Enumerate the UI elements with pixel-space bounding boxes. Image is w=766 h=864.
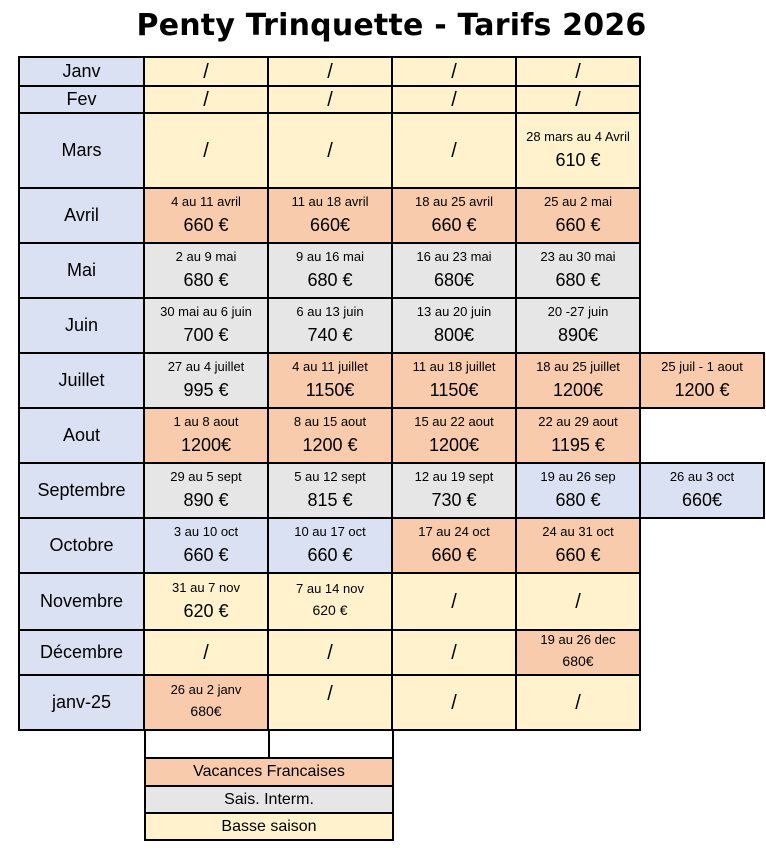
price-cell	[268, 408, 392, 463]
table-row	[19, 86, 764, 113]
price-cell	[516, 243, 640, 298]
price-cell	[392, 518, 516, 573]
price-cell	[392, 298, 516, 353]
price-cell: /	[516, 86, 640, 113]
legend-spacer-cell	[269, 730, 393, 758]
legend-label: Sais. Interm.	[145, 786, 393, 813]
price-cell: /	[144, 86, 268, 113]
legend-item-basse	[145, 813, 393, 840]
week-dates: 23 au 30 mai	[540, 249, 616, 264]
week-dates: 29 au 5 sept	[170, 469, 242, 484]
page-title: Penty Trinquette - Tarifs 2026	[136, 8, 647, 43]
week-price: 680 €	[555, 270, 601, 290]
month-label: Juillet	[19, 353, 144, 408]
week-price: 680€	[562, 653, 594, 669]
week-dates: 3 au 10 oct	[173, 524, 239, 539]
price-cell	[392, 188, 516, 243]
week-dates: 18 au 25 avril	[414, 194, 494, 209]
week-price: 1150€	[305, 380, 355, 400]
week-dates: 15 au 22 aout	[414, 414, 494, 429]
month-label: Avril	[19, 188, 144, 243]
price-cell	[144, 298, 268, 353]
legend-spacer-row	[145, 730, 393, 758]
week-price: 680 €	[183, 270, 229, 290]
week-price: 730 €	[431, 490, 477, 510]
week-dates: 17 au 24 oct	[418, 524, 490, 539]
week-dates: 30 mai au 6 juin	[160, 304, 252, 319]
table-row	[19, 463, 764, 518]
month-label: Septembre	[19, 463, 144, 518]
price-cell: /	[268, 113, 392, 188]
week-dates: 6 au 13 juin	[296, 304, 364, 319]
price-cell	[392, 353, 516, 408]
week-dates: 19 au 26 sep	[540, 469, 616, 484]
price-cell	[516, 463, 640, 518]
price-cell: /	[144, 57, 268, 86]
week-price: 660 €	[307, 545, 353, 565]
price-cell	[516, 113, 640, 188]
price-cell: /	[392, 630, 516, 675]
price-cell	[392, 243, 516, 298]
week-price: 660 €	[183, 545, 229, 565]
week-price: 680 €	[555, 490, 601, 510]
price-cell	[516, 353, 640, 408]
week-dates: 16 au 23 mai	[416, 249, 492, 264]
week-dates: 10 au 17 oct	[294, 524, 366, 539]
legend-label: Basse saison	[145, 813, 393, 840]
table-row	[19, 243, 764, 298]
week-price: 800€	[433, 325, 475, 345]
week-price: 680€	[190, 703, 222, 719]
week-price: 660 €	[555, 545, 601, 565]
week-dates: 4 au 11 juillet	[292, 359, 368, 374]
empty-cell	[640, 86, 764, 113]
week-price: 890€	[557, 325, 599, 345]
table-row	[19, 353, 764, 408]
empty-cell	[640, 57, 764, 86]
week-price: 1200€	[552, 380, 604, 400]
price-cell: /	[268, 86, 392, 113]
empty-cell	[640, 630, 764, 675]
price-cell	[640, 463, 764, 518]
week-price: 1200 €	[674, 380, 730, 400]
price-cell	[144, 675, 268, 730]
price-cell	[268, 243, 392, 298]
empty-cell	[640, 573, 764, 630]
week-price: 660 €	[431, 545, 477, 565]
legend-spacer-cell	[145, 730, 269, 758]
week-dates: 11 au 18 avril	[291, 194, 369, 209]
price-cell: /	[392, 113, 516, 188]
price-cell	[268, 518, 392, 573]
week-price: 995 €	[183, 380, 229, 400]
week-dates: 26 au 3 oct	[669, 469, 735, 484]
week-dates: 25 juil - 1 aout	[661, 359, 743, 374]
week-price: 890 €	[183, 490, 229, 510]
table-row	[19, 518, 764, 573]
month-label: janv-25	[19, 675, 144, 730]
week-dates: 2 au 9 mai	[175, 249, 237, 264]
table-row	[19, 298, 764, 353]
week-dates: 9 au 16 mai	[296, 249, 364, 264]
week-dates: 13 au 20 juin	[416, 304, 492, 319]
month-label: Décembre	[19, 630, 144, 675]
table-row	[19, 113, 764, 188]
empty-cell	[640, 408, 764, 463]
price-cell	[392, 463, 516, 518]
price-cell: /	[268, 57, 392, 86]
week-price: 660 €	[555, 215, 601, 235]
price-cell	[268, 573, 392, 630]
price-cell	[268, 353, 392, 408]
price-cell: /	[392, 675, 516, 730]
month-label: Juin	[19, 298, 144, 353]
week-price: 660 €	[183, 215, 229, 235]
price-cell	[268, 188, 392, 243]
month-label: Novembre	[19, 573, 144, 630]
week-dates: 18 au 25 juillet	[536, 359, 620, 374]
month-label: Mars	[19, 113, 144, 188]
price-cell: /	[516, 57, 640, 86]
week-dates: 1 au 8 aout	[173, 414, 239, 429]
empty-cell	[640, 675, 764, 730]
week-price: 660 €	[431, 215, 477, 235]
price-cell	[516, 518, 640, 573]
legend	[144, 730, 394, 841]
week-dates: 20 -27 juin	[547, 304, 609, 319]
price-cell: /	[516, 573, 640, 630]
week-dates: 12 au 19 sept	[414, 469, 494, 484]
month-label: Aout	[19, 408, 144, 463]
empty-cell	[640, 113, 764, 188]
week-price: 620 €	[183, 601, 229, 621]
empty-cell	[640, 298, 764, 353]
empty-cell	[640, 243, 764, 298]
price-cell: /	[392, 86, 516, 113]
price-cell: /	[268, 675, 392, 730]
week-price: 700 €	[183, 325, 229, 345]
week-price: 1150€	[429, 380, 479, 400]
price-cell	[144, 463, 268, 518]
week-dates: 5 au 12 sept	[294, 469, 366, 484]
price-cell	[640, 353, 764, 408]
price-cell: /	[516, 675, 640, 730]
table-row	[19, 57, 764, 86]
week-dates: 27 au 4 juillet	[167, 359, 245, 374]
price-cell: /	[392, 573, 516, 630]
week-price: 1200€	[428, 435, 480, 455]
week-dates: 26 au 2 janv	[170, 682, 242, 697]
week-dates: 7 au 14 nov	[296, 581, 364, 596]
price-cell	[392, 408, 516, 463]
month-label: Fev	[19, 86, 144, 113]
table-row	[19, 573, 764, 630]
week-price: 1200€	[180, 435, 232, 455]
week-price: 660€	[681, 490, 723, 510]
table-row	[19, 408, 764, 463]
price-cell	[144, 353, 268, 408]
price-cell	[144, 518, 268, 573]
price-cell	[268, 298, 392, 353]
week-dates: 25 au 2 mai	[544, 194, 612, 209]
week-price: 680 €	[307, 270, 353, 290]
week-dates: 24 au 31 oct	[542, 524, 614, 539]
week-dates: 28 mars au 4 Avril	[526, 129, 630, 144]
legend-label: Vacances Francaises	[145, 758, 393, 786]
week-price: 610 €	[555, 150, 601, 170]
price-cell	[144, 188, 268, 243]
empty-cell	[640, 518, 764, 573]
week-dates: 8 au 15 aout	[293, 414, 367, 429]
price-cell	[516, 298, 640, 353]
week-dates: 19 au 26 dec	[540, 632, 616, 647]
price-cell	[516, 630, 640, 675]
price-cell: /	[392, 57, 516, 86]
month-label: Octobre	[19, 518, 144, 573]
price-cell	[516, 408, 640, 463]
legend-item-vacances	[145, 758, 393, 786]
price-cell: /	[144, 630, 268, 675]
table-row	[19, 188, 764, 243]
price-cell	[516, 188, 640, 243]
week-price: 680€	[433, 270, 475, 290]
table-row	[19, 675, 764, 730]
week-price: 660€	[309, 215, 351, 235]
week-price: 815 €	[307, 490, 353, 510]
price-cell	[144, 243, 268, 298]
tariff-table	[18, 56, 765, 731]
week-dates: 11 au 18 juillet	[412, 359, 496, 374]
price-cell	[268, 463, 392, 518]
price-cell	[144, 573, 268, 630]
month-label: Mai	[19, 243, 144, 298]
month-label: Janv	[19, 57, 144, 86]
empty-cell	[640, 188, 764, 243]
week-price: 740 €	[307, 325, 353, 345]
price-cell: /	[268, 630, 392, 675]
table-row	[19, 630, 764, 675]
week-dates: 22 au 29 aout	[538, 414, 618, 429]
week-price: 1200 €	[302, 435, 358, 455]
week-dates: 4 au 11 avril	[171, 194, 241, 209]
price-cell	[144, 408, 268, 463]
price-cell: /	[144, 113, 268, 188]
week-dates: 31 au 7 nov	[172, 580, 240, 595]
week-price: 620 €	[312, 602, 348, 618]
week-price: 1195 €	[551, 435, 605, 455]
legend-item-intermediaire	[145, 786, 393, 813]
